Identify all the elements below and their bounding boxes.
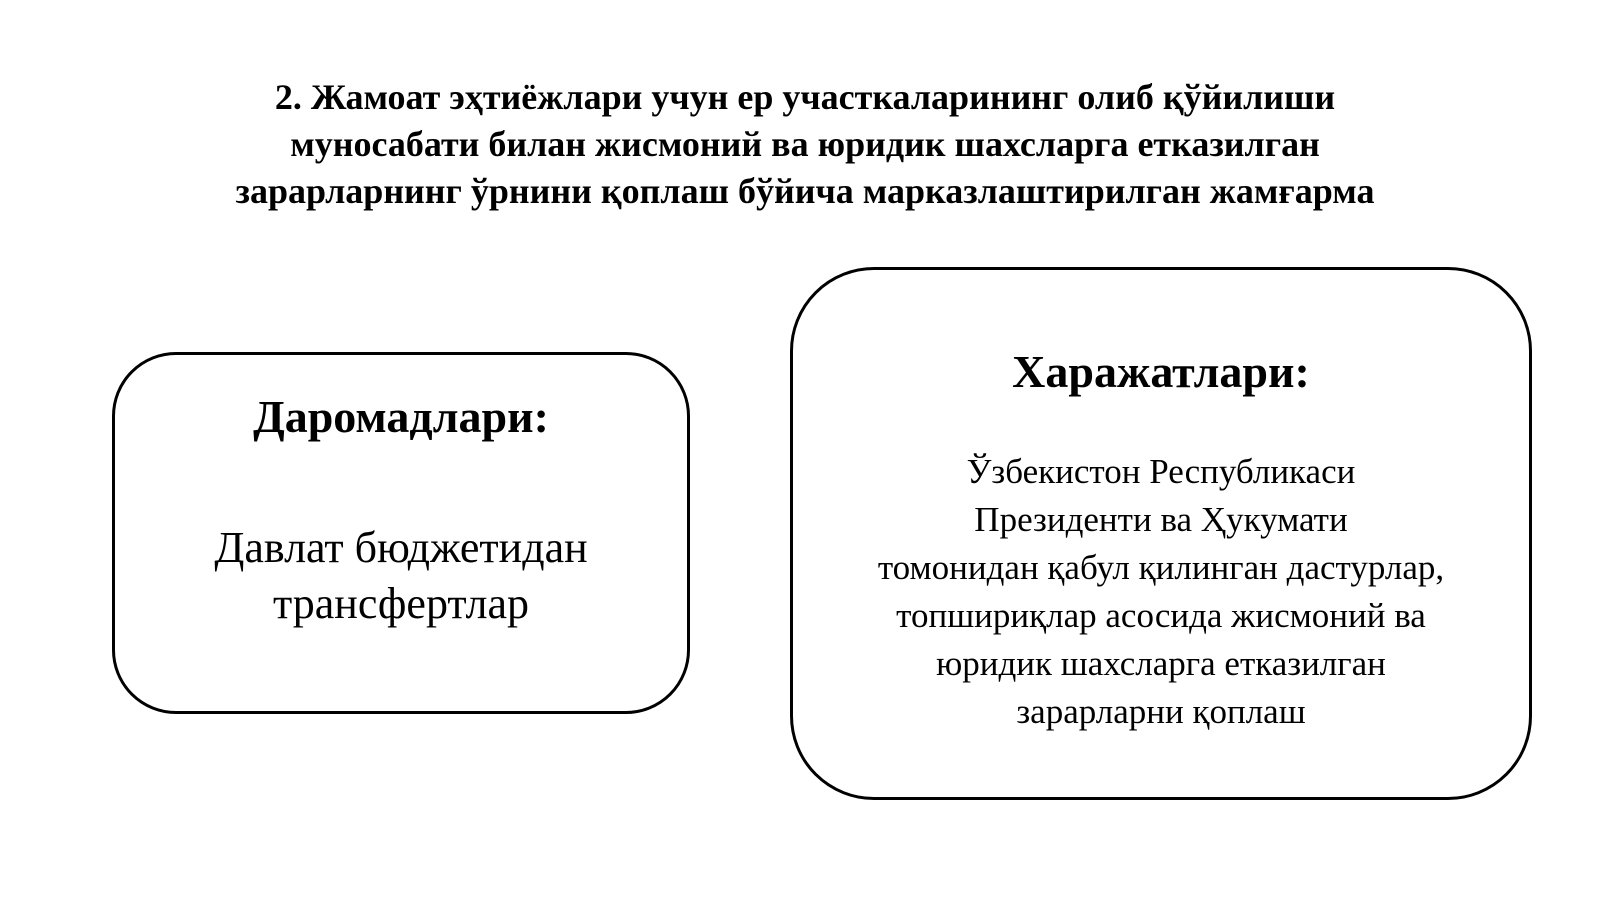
income-description-line: Давлат бюджетидан: [214, 523, 588, 572]
income-description-line: трансфертлар: [273, 579, 529, 628]
expenses-heading: Харажатлари:: [1012, 346, 1310, 397]
income-description: [115, 520, 687, 632]
slide-title-line: 2. Жамоат эҳтиёжлари учун ер участкаларининг олиб қўйилиши: [274, 77, 1336, 117]
slide-title-line: зарарларнинг ўрнини қоплаш бўйича марказлаштирилган жамғарма: [235, 171, 1375, 211]
expenses-description: [793, 448, 1529, 736]
slide-title-line: муносабати билан жисмоний ва юридик шахсларга етказилган: [290, 124, 1320, 164]
expenses-description-line: Ўзбекистон Республикаси: [966, 452, 1356, 491]
expenses-box: [790, 267, 1532, 800]
expenses-description-line: томонидан қабул қилинган дастурлар,: [877, 548, 1445, 587]
expenses-description-line: Президенти ва Ҳукумати: [974, 500, 1348, 539]
income-heading: Даромадлари:: [253, 391, 549, 442]
expenses-description-line: юридик шахсларга етказилган: [936, 644, 1386, 683]
expenses-description-line: топшириқлар асосида жисмоний ва: [896, 596, 1426, 635]
slide-title: [150, 74, 1460, 215]
expenses-description-line: зарарларни қоплаш: [1016, 692, 1306, 731]
income-box: [112, 352, 690, 714]
